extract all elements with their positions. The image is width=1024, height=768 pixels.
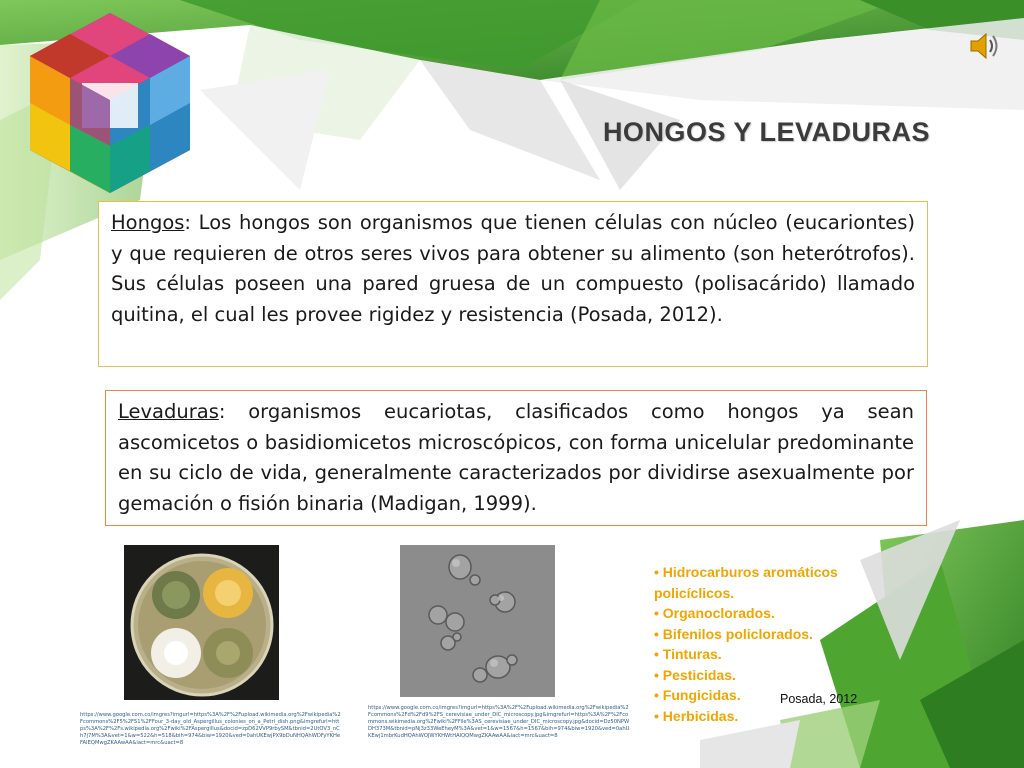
list-item: • Bifenilos policlorados.	[654, 625, 813, 642]
yeast-term: Levaduras	[118, 400, 219, 423]
fungi-definition-box	[98, 201, 928, 367]
list-item: • Pesticidas.	[654, 666, 736, 683]
speaker-icon[interactable]	[968, 30, 1002, 62]
yeast-microscopy-photo	[400, 545, 555, 697]
list-item: • Hidrocarburos aromáticos policíclicos.	[654, 564, 838, 601]
list-citation: Posada, 2012	[780, 692, 858, 706]
list-item: • Fungicidas.	[654, 687, 741, 703]
list-item: • Organoclorados.	[654, 605, 775, 621]
colored-cube-logo	[22, 8, 198, 198]
yeast-image-source[interactable]: https://www.google.com.co/imgres?imgurl=https%3A%2F%2Fupload.wikimedia.org%2Fwikipedia%2Fcommons%2Fd%2Fd9%2FS_cerevisiae_under_DIC_microscopy.jpg&imgrefurl=https%3A%2F%2Fcommons.wikimedia.org%2Fwiki%2FFile%3AS_cerevisiae_under_DIC_microscopy.jpg&docid=Dz50NPWDH373M&tbnid=pNj3z33WeEheyM%3A&vet=1&w=1567&h=1567&bih=974&biw=1920&ved=0ahUKEwj1mbrKudHQAhWOJWYKHWtHAlQQMwgZKAAwAA&iact=mrc&uact=8	[368, 705, 630, 739]
fungi-term: Hongos	[111, 211, 185, 234]
petri-image-source[interactable]: https://www.google.com.co/imgres?imgurl=https%3A%2F%2Fupload.wikimedia.org%2Fwikipedia%2Fcommons%2F5%2F51%2FFour_3-day_old_Aspergillus_colonies_on_a_Petri_dish.png&imgrefurl=https%3A%2F%2Fs.wikipedia.org%2Fwiki%2FAspergillus&docid=zpD62VVP9rbySM&tbnid=2UtOV3_nCh7j7M%3A&vet=1&w=522&h=518&bih=974&biw=1920&ved=0ahUKEwjPX9bDuNHQAhWDFyYKHeFAIEQMwgZKAAwAA&iact=mrc&uact=8	[80, 712, 341, 746]
list-item: • Herbicidas.	[654, 707, 739, 724]
list-item: • Tinturas.	[654, 646, 722, 662]
yeast-text: : organismos eucariotas, clasificados como hongos ya sean ascomicetos o basidiomicetos microscópicos, con forma unicelular predominante en su ciclo de vida, generalmente caracterizados por dividirse asexualmente por gemación o fisión binaria (Madigan, 1999).	[118, 400, 914, 515]
fungi-text: : Los hongos son organismos que tienen células con núcleo (eucariontes) y que requieren de otros seres vivos para obtener su alimento (son heterótrofos). Sus células poseen una pared gruesa de un compuesto (polisacárido) llamado quitina, el cual les provee rigidez y resistencia (Posada, 2012).	[111, 211, 915, 326]
yeast-definition-box	[105, 390, 927, 526]
slide-title: HONGOS Y LEVADURAS	[602, 117, 930, 147]
petri-dish-photo	[124, 545, 279, 700]
